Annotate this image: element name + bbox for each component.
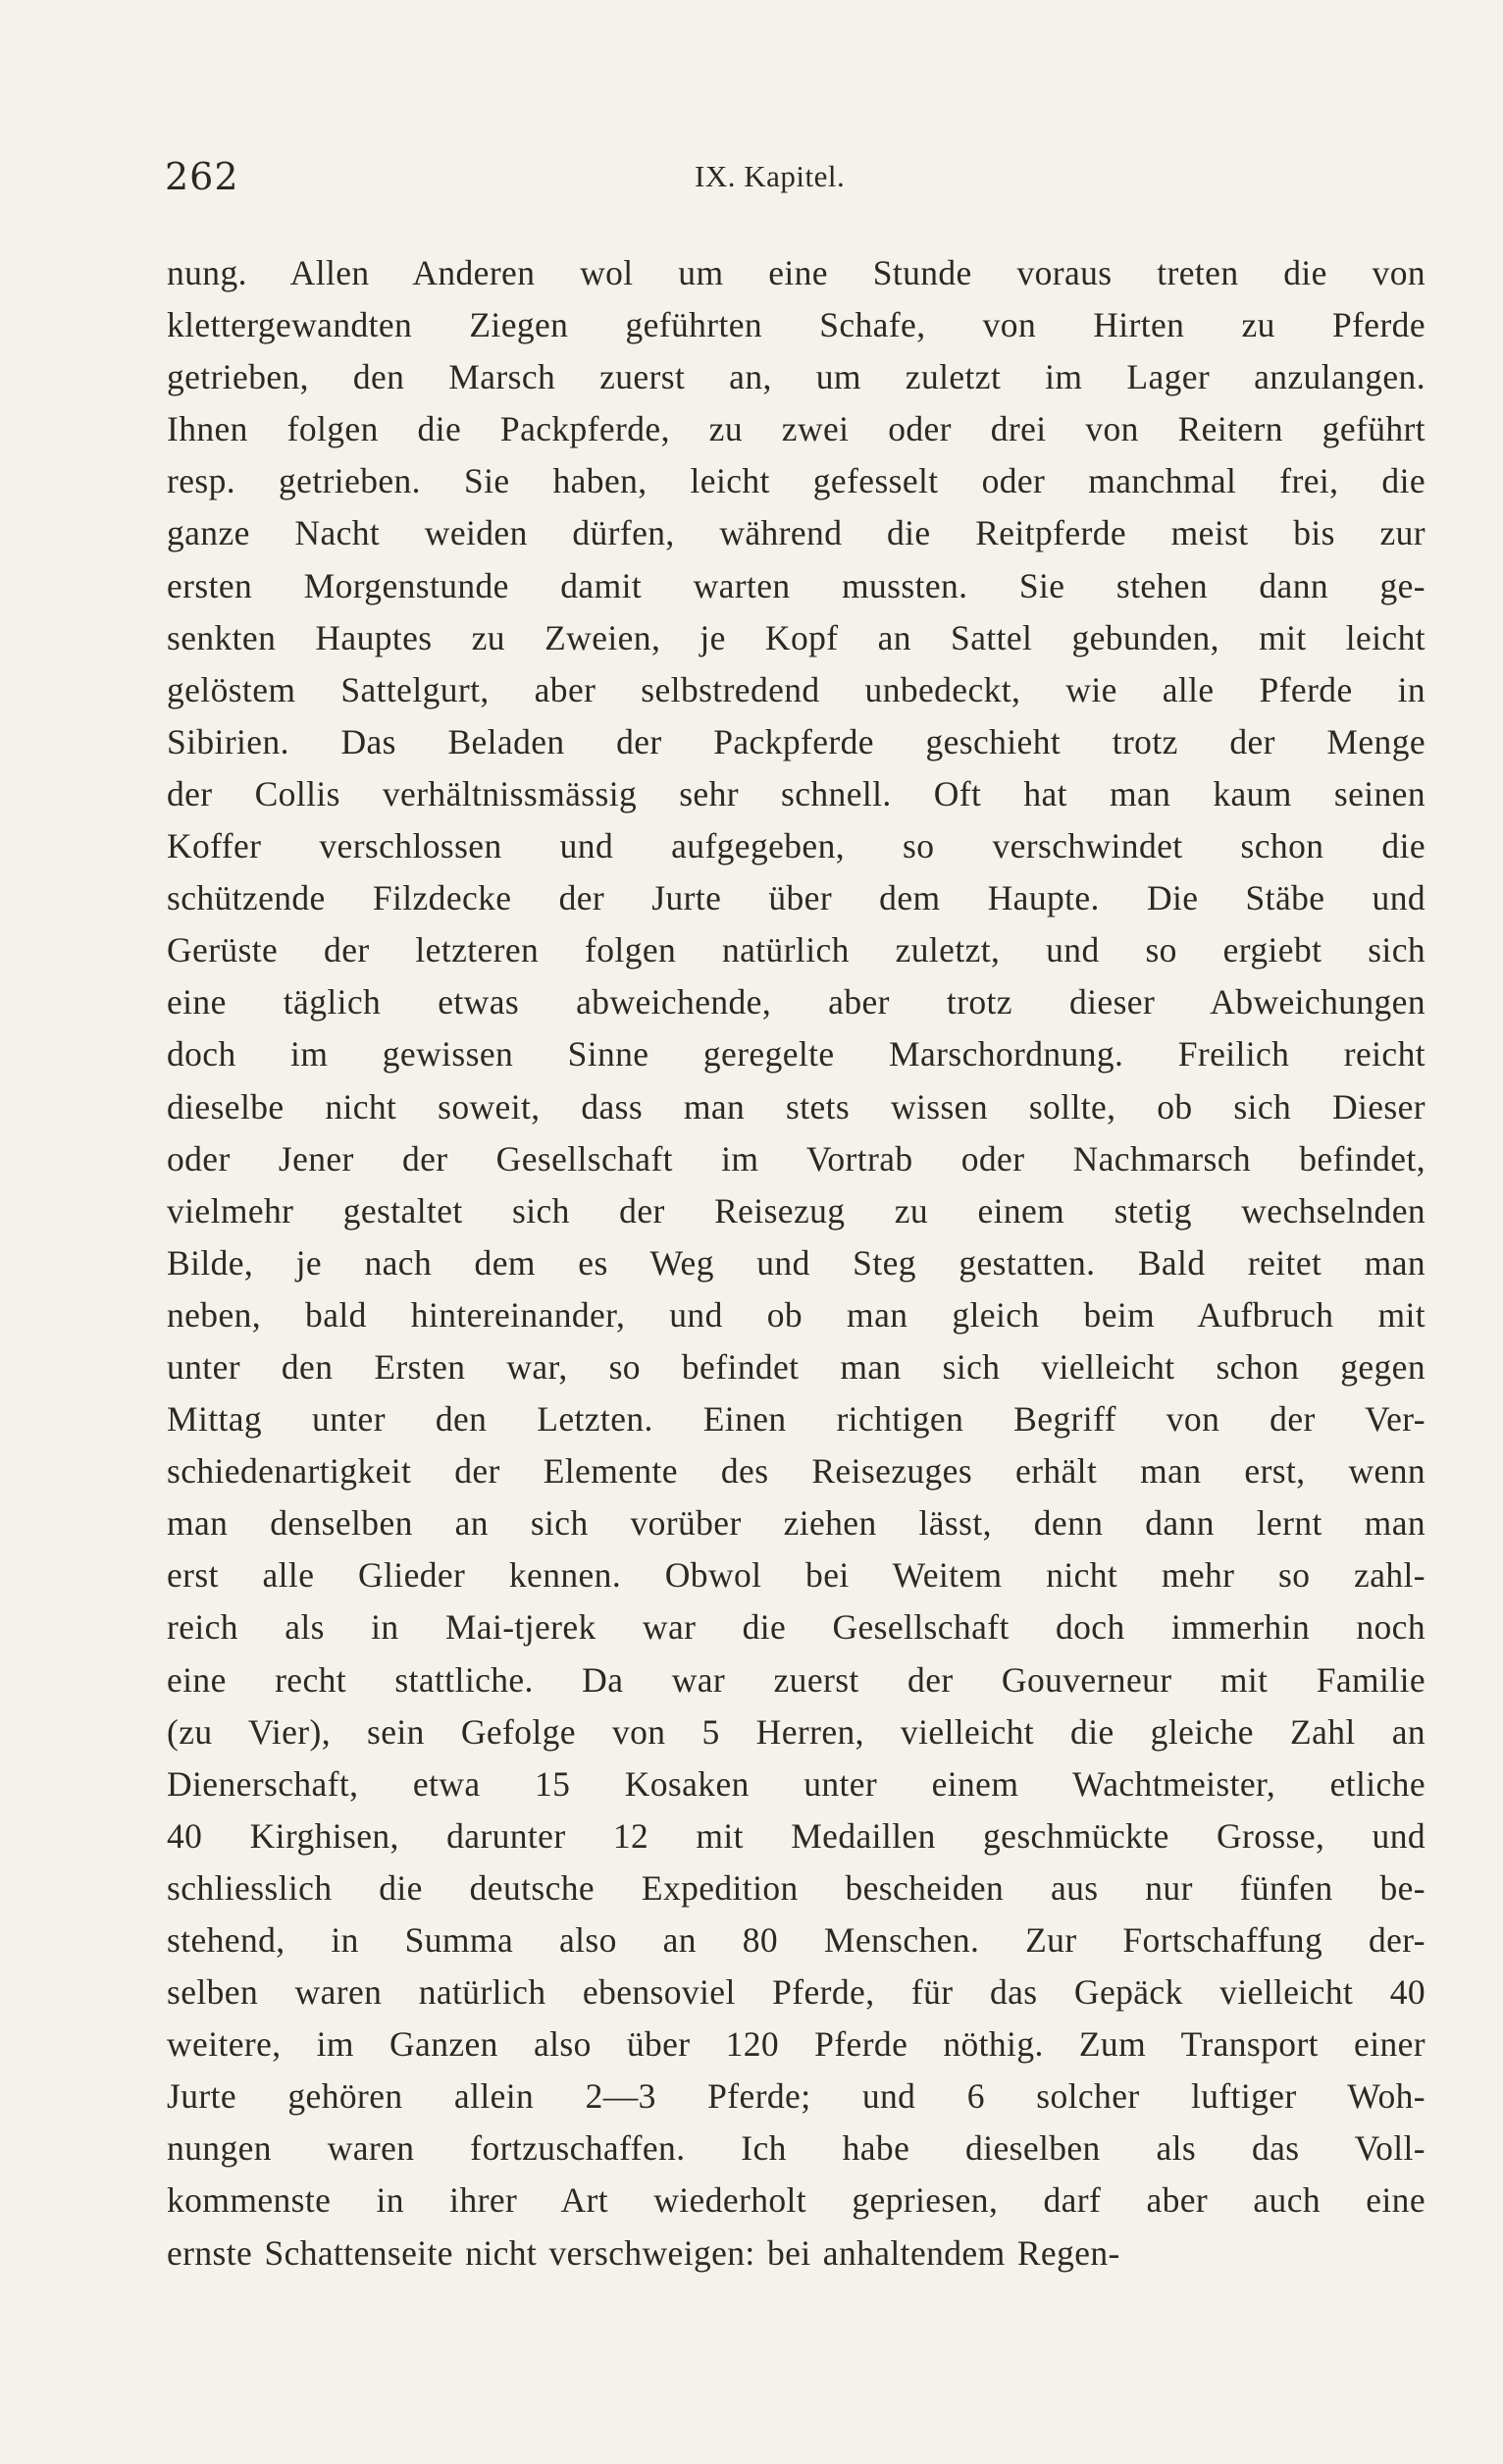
text-line: der Collis verhältnissmässig sehr schnell. Oft hat man kaum seinen: [167, 773, 1425, 813]
text-line: eine recht stattliche. Da war zuerst der Gouverneur mit Familie: [167, 1659, 1425, 1700]
text-line: neben, bald hintereinander, und ob man gleich beim Aufbruch mit: [167, 1294, 1425, 1335]
text-line: vielmehr gestaltet sich der Reisezug zu einem stetig wechselnden: [167, 1190, 1425, 1231]
text-line: nungen waren fortzuschaffen. Ich habe dieselben als das Voll-: [167, 2128, 1425, 2169]
chapter-running-head: IX. Kapitel.: [695, 159, 846, 193]
text-line: Bilde, je nach dem es Weg und Steg gestatten. Bald reitet man: [167, 1242, 1425, 1283]
text-line: Ihnen folgen die Packpferde, zu zwei oder drei von Reitern geführt: [167, 409, 1425, 449]
text-line: klettergewandten Ziegen geführten Schafe, von Hirten zu Pferde: [167, 305, 1425, 345]
text-line: ersten Morgenstunde damit warten mussten. Sie stehen dann ge-: [167, 565, 1425, 605]
text-line: schiedenartigkeit der Elemente des Reisezuges erhält man erst, wenn: [167, 1451, 1425, 1492]
page-number: 262: [165, 155, 239, 198]
text-line: weitere, im Ganzen also über 120 Pferde nöthig. Zum Transport einer: [167, 2024, 1425, 2065]
text-line: eine täglich etwas abweichende, aber trotz dieser Abweichungen: [167, 982, 1425, 1022]
text-line: Koffer verschlossen und aufgegeben, so verschwindet schon die: [167, 826, 1425, 866]
text-line: resp. getrieben. Sie haben, leicht gefesselt oder manchmal frei, die: [167, 461, 1425, 501]
text-line: gelöstem Sattelgurt, aber selbstredend unbedeckt, wie alle Pferde in: [167, 669, 1425, 709]
text-line: Dienerschaft, etwa 15 Kosaken unter einem Wachtmeister, etliche: [167, 1763, 1425, 1804]
text-line: selben waren natürlich ebensoviel Pferde, für das Gepäck vielleicht 40: [167, 1972, 1425, 2013]
text-line: stehend, in Summa also an 80 Menschen. Zur Fortschaffung der-: [167, 1920, 1425, 1960]
text-line: Sibirien. Das Beladen der Packpferde geschieht trotz der Menge: [167, 721, 1425, 761]
text-line: (zu Vier), sein Gefolge von 5 Herren, vielleicht die gleiche Zahl an: [167, 1711, 1425, 1752]
body-text: [167, 247, 1425, 2280]
text-line: dieselbe nicht soweit, dass man stets wissen sollte, ob sich Dieser: [167, 1086, 1425, 1127]
text-line: unter den Ersten war, so befindet man sich vielleicht schon gegen: [167, 1346, 1425, 1387]
text-line: reich als in Mai-tjerek war die Gesellschaft doch immerhin noch: [167, 1607, 1425, 1648]
text-line: 40 Kirghisen, darunter 12 mit Medaillen geschmückte Grosse, und: [167, 1815, 1425, 1856]
page-header: [165, 155, 1430, 214]
text-line: schliesslich die deutsche Expedition bescheiden aus nur fünfen be-: [167, 1867, 1425, 1908]
text-line: Gerüste der letzteren folgen natürlich zuletzt, und so ergiebt sich: [167, 930, 1425, 970]
text-line: Jurte gehören allein 2—3 Pferde; und 6 solcher luftiger Woh-: [167, 2076, 1425, 2117]
text-line: senkten Hauptes zu Zweien, je Kopf an Sattel gebunden, mit leicht: [167, 617, 1425, 657]
text-line: nung. Allen Anderen wol um eine Stunde voraus treten die von: [167, 253, 1425, 292]
text-line: Mittag unter den Letzten. Einen richtigen Begriff von der Ver-: [167, 1399, 1425, 1440]
text-line: getrieben, den Marsch zuerst an, um zuletzt im Lager anzulangen.: [167, 357, 1425, 397]
text-line: kommenste in ihrer Art wiederholt gepriesen, darf aber auch eine: [167, 2180, 1425, 2221]
text-line: erst alle Glieder kennen. Obwol bei Weitem nicht mehr so zahl-: [167, 1555, 1425, 1596]
text-line: ganze Nacht weiden dürfen, während die Reitpferde meist bis zur: [167, 513, 1425, 553]
text-line: oder Jener der Gesellschaft im Vortrab oder Nachmarsch befindet,: [167, 1138, 1425, 1179]
text-line: schützende Filzdecke der Jurte über dem Haupte. Die Stäbe und: [167, 878, 1425, 918]
text-line: doch im gewissen Sinne geregelte Marschordnung. Freilich reicht: [167, 1034, 1425, 1075]
text-line: man denselben an sich vorüber ziehen lässt, denn dann lernt man: [167, 1503, 1425, 1544]
text-line: ernste Schattenseite nicht verschweigen: bei anhaltendem Regen-: [167, 2232, 1120, 2273]
